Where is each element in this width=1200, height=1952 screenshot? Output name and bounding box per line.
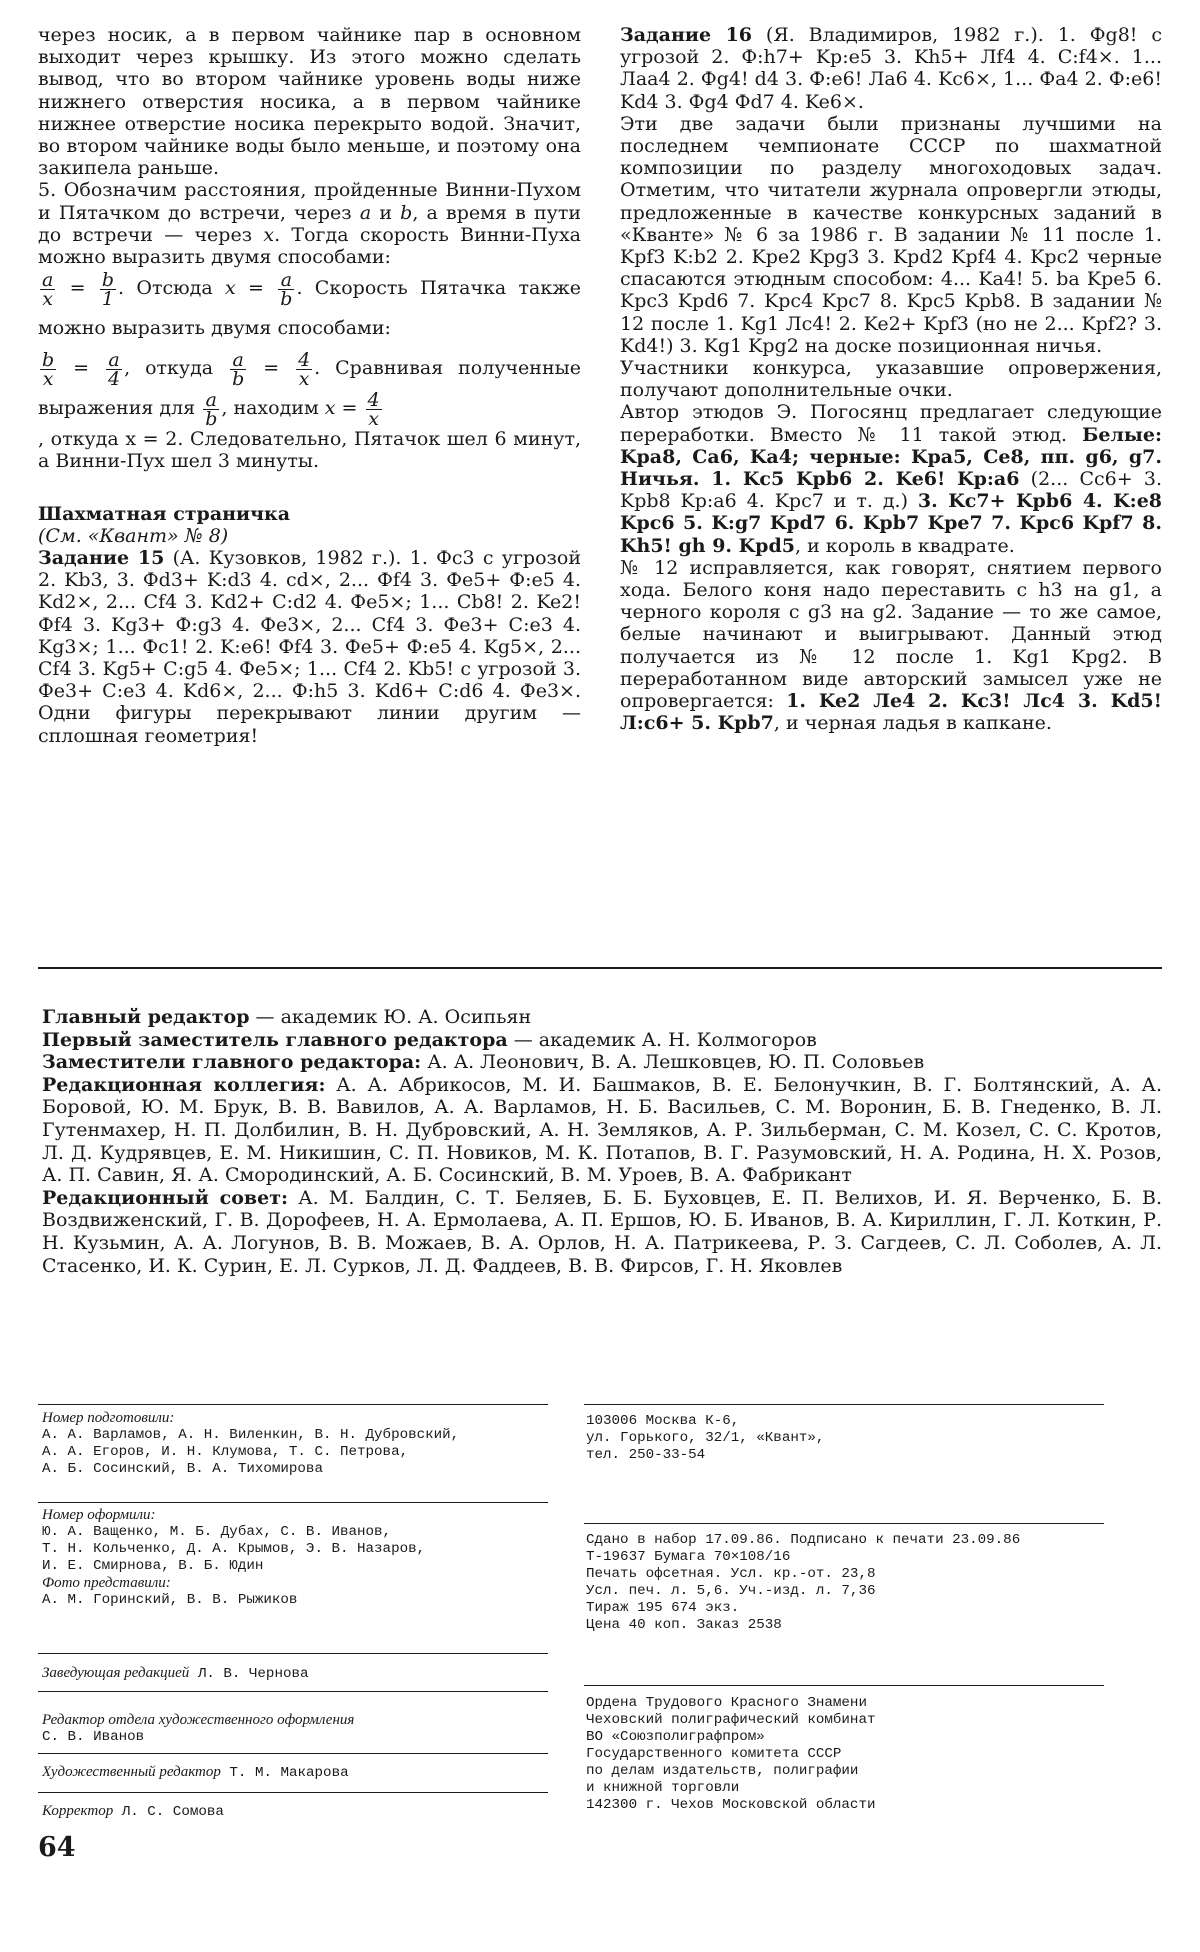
plant-line: и книжной торговли — [586, 1780, 740, 1796]
task-15-label: Задание 15 — [38, 547, 165, 570]
label: Редакционная коллегия: — [42, 1073, 326, 1096]
numerator: a — [278, 271, 294, 290]
x-equals: x = — [225, 277, 264, 300]
denominator: 4 — [108, 367, 121, 390]
label: Номер оформили: — [42, 1507, 156, 1523]
names-line: А. А. Егоров, И. Н. Клумова, Т. С. Петрова, — [42, 1444, 409, 1460]
numerator: b — [101, 268, 115, 291]
fraction-a-over-b — [230, 348, 246, 390]
names-line: А. Б. Сосинский, В. А. Тихомирова — [42, 1461, 323, 1477]
label: Фото представили: — [42, 1575, 171, 1591]
address-line: тел. 250-33-54 — [586, 1447, 706, 1463]
fraction-a-over-x — [40, 268, 55, 310]
bold-text: 1. Ke2 Ле4 2. Kc3! Лс4 3. Kd5! Л:c6+ 5. Kpb7 — [620, 690, 1162, 735]
task-15-text: (А. Кузовков, 1982 г.). 1. Фс3 с угрозой 2. Kb3, 3. Фd3+ K:d3 4. cd×, 2... Фf4 3. Фе5+ Ф:е5 4. Kd2×, 2... Cf4 3. Kd2+ C:d2 4. Фе5×; 1... Cb8! 2. Ke2! Фf4 3. Kg3+ Ф:g3 4. Фе3×, 2... Cf4 3. Фе3+ C:e3 4. Kg3×; 1... Фс1! 2. K:e6! Фf4 3. Фе5+ Ф:е5 4. Kg5×, 2... Cf4 3. Kg5+ C:g5 4. Фе5×; 1... Cf4 2. Kb5! с угрозой 3. Фе3+ C:e3 4. Kd6×, 2... Ф:h5 3. Kd6+ C:d6 4. Фе3×. Одни фигуры перекрывают линии другим — сплошная геометрия! — [38, 547, 581, 747]
plant-line: 142300 г. Чехов Московской области — [586, 1797, 876, 1813]
denominator: b — [205, 407, 218, 430]
equals-sign: = — [263, 357, 280, 380]
plant-line: Ордена Трудового Красного Знамени — [586, 1695, 867, 1711]
answer-5-text: . Тогда скорость Винни-Пуха можно выразить двумя способами: — [38, 223, 581, 269]
chess-paragraph — [620, 557, 1162, 735]
right-column — [620, 24, 1162, 735]
names-line: И. Е. Смирнова, В. Б. Юдин — [42, 1558, 264, 1574]
task-16-label: Задание 16 — [620, 24, 753, 46]
task-16-text: (Я. Владимиров, 1982 г.). 1. Фg8! с угрозой 2. Ф:h7+ Kp:e5 3. Kh5+ Лf4 4. C:f4×. 1... Лаа4 2. Фg4! d4 3. Ф:e6! Ла6 4. Kc6×, 1... Фа4 2. Ф:e6! Kd4 3. Фg4 Фd7 4. Ke6×. — [620, 24, 1162, 113]
label: Корректор — [42, 1803, 114, 1819]
task-15 — [38, 547, 581, 747]
name: С. В. Иванов — [42, 1729, 145, 1745]
value: А. А. Абрикосов, М. И. Башмаков, В. Е. Белонучкин, В. Г. Болтянский, А. А. Боровой, Ю. М. Брук, В. В. Вавилов, А. А. Варламов, Н. Б. Васильев, С. М. Воронин, Б. В. Гнеденко, В. Л. Гутенмахер, Н. П. Долбилин, В. Н. Дубровский, А. Н. Земляков, А. Р. Зильберман, С. М. Козел, С. С. Кротов, Л. Д. Кудрявцев, Е. М. Никишин, С. П. Новиков, М. К. Потапов, В. Г. Разумовский, Н. А. Родина, Н. Х. Розов, А. П. Савин, Я. А. Смородинский, А. Б. Сосинский, В. М. Уроев, В. А. Фабрикант — [42, 1073, 1162, 1187]
name: Л. В. Чернова — [189, 1666, 309, 1682]
print-line: Т-19637 Бумага 70×108/16 — [586, 1549, 791, 1565]
fraction-a-over-4 — [106, 348, 122, 390]
printing-plant — [586, 1695, 1106, 1814]
chess-section-reference: (См. «Квант» № 8) — [38, 524, 229, 547]
print-line: Усл. печ. л. 5,6. Уч.-изд. л. 7,36 — [586, 1583, 876, 1599]
deputy-editors — [42, 1051, 1162, 1074]
section-divider — [38, 967, 1162, 969]
plant-line: Чеховский полиграфический комбинат — [586, 1712, 876, 1728]
value: А. А. Леонович, В. А. Лешковцев, Ю. П. Соловьев — [421, 1051, 925, 1074]
value: — академик А. Н. Колмогоров — [507, 1028, 817, 1051]
task-16 — [620, 24, 1162, 113]
chess-paragraph: Участники конкурса, указавшие опровержения, получают дополнительные очки. — [620, 357, 1162, 402]
name: Л. С. Сомова — [113, 1804, 224, 1820]
answer-5-text: , а время в пути до встречи — через — [38, 201, 581, 246]
chess-section-title: Шахматная страничка — [38, 502, 291, 525]
label: Заместители главного редактора: — [42, 1051, 422, 1074]
denominator: b — [232, 367, 245, 390]
denominator: b — [280, 287, 293, 310]
editorial-council-members — [42, 1187, 1162, 1277]
fraction-a-over-b — [278, 268, 294, 310]
value: А. М. Балдин, С. Т. Беляев, Б. Б. Буховцев, Е. П. Велихов, И. Я. Верченко, Б. В. Воздвиженский, Г. В. Дорофеев, Н. А. Ермолаева, А. П. Ершов, Ю. Б. Иванов, В. А. Кириллин, Г. Л. Коткин, Р. Н. Кузьмин, А. А. Логунов, В. В. Можаев, В. А. Орлов, Н. А. Патрикеева, Р. З. Сагдеев, С. Л. Соболев, А. Л. Стасенко, И. К. Сурин, Е. Л. Сурков, Л. Д. Фаддеев, В. В. Фирсов, Г. Н. Яковлев — [42, 1186, 1162, 1277]
head-of-office — [42, 1665, 552, 1683]
numerator: a — [42, 268, 54, 291]
fraction-4-over-x — [366, 388, 382, 430]
print-line: Тираж 195 674 экз. — [586, 1600, 740, 1616]
equals-sign: = — [73, 357, 90, 380]
answer-4-continuation: через носик, а в первом чайнике пар в основном выходит через крышку. Из этого можно сделать вывод, что во втором чайнике уровень воды ниже нижнего отверстия носика, а в первом чайнике нижнее отверстие носика перекрыто водой. Значит, во втором чайнике воды было меньше, и поэтому она закипела раньше. — [38, 24, 581, 180]
chief-editor — [42, 1006, 1162, 1029]
answer-5-text: 5. Обозначим расстояния, пройденные Винни-Пухом и Пятачком до встречи, через — [38, 179, 581, 224]
label: Первый заместитель главного редактора — [42, 1028, 508, 1051]
numerator: a — [230, 351, 246, 370]
imprint-rule — [584, 1523, 1104, 1524]
answer-5-text: . Сравнивая полученные выражения для — [38, 357, 581, 420]
numerator: a — [106, 351, 122, 370]
print-line: Цена 40 коп. Заказ 2538 — [586, 1617, 782, 1633]
equals-sign: = — [69, 277, 86, 300]
denominator: x — [42, 367, 54, 390]
formula-line-2 — [38, 348, 581, 428]
address-line: 103006 Москва К-6, — [586, 1413, 740, 1429]
print-line: Печать офсетная. Усл. кр.-от. 23,8 — [586, 1566, 876, 1582]
name: Т. М. Макарова — [220, 1765, 349, 1781]
imprint-rule — [38, 1753, 548, 1754]
formula-line-1 — [38, 268, 581, 348]
editorial-board-members — [42, 1074, 1162, 1187]
corrector — [42, 1803, 552, 1821]
address-line: ул. Горького, 32/1, «Квант», — [586, 1430, 825, 1446]
names-line: А. М. Горинский, В. В. Рыжиков — [42, 1592, 298, 1608]
chess-paragraph: Эти две задачи были признаны лучшими на последнем чемпионате СССР по шахматной композиции по разделу многоходовых задач. Отметим, что читатели журнала опровергли этюды, предложенные в качестве конкурсных заданий в «Кванте» № 6 за 1986 г. В задании № 11 после 1. Kpf3 K:b2 2. Kpe2 Kpg3 3. Kpd2 Kpf4 4. Kpc2 черные спасаются этюдным способом: 4... Ka4! 5. ba Kpe5 6. Kpc3 Kpd6 7. Kpc4 Kpc7 8. Kpc5 Kpb8. В задании № 12 после 1. Kg1 Лс4! 2. Ke2+ Kpf3 (но не 2... Kpf2? 3. Kd4!) 3. Kg1 Kpg2 на доске позиционная ничья. — [620, 112, 1162, 357]
label: Номер подготовили: — [42, 1410, 175, 1426]
page-number: 64 — [38, 1832, 76, 1863]
left-column — [38, 24, 581, 747]
imprint-rule — [38, 1691, 548, 1692]
denominator: x — [298, 367, 310, 390]
label: Редактор отдела художественного оформления — [42, 1712, 355, 1728]
answer-5-text: , откуда — [124, 357, 229, 380]
print-details — [586, 1532, 1106, 1634]
designed-by — [42, 1507, 552, 1609]
denominator: 1 — [101, 287, 114, 310]
plant-line: по делам издательств, полиграфии — [586, 1763, 859, 1779]
answer-5 — [38, 179, 581, 268]
numerator: a — [203, 391, 219, 410]
art-editor — [42, 1764, 552, 1782]
plant-line: Государственного комитета СССР — [586, 1746, 842, 1762]
chess-paragraph — [620, 401, 1162, 556]
bold-text: 3. Kc7+ Kpb6 4. K:e8 Kpc6 5. K:g7 Kpd7 6. Kpb7 Kpe7 7. Kpc6 Kpf7 8. Kh5! gh 9. Kpd5 — [620, 490, 1162, 557]
names-line: Ю. А. Ващенко, М. Б. Дубах, С. В. Иванов, — [42, 1524, 392, 1540]
editorial-address — [586, 1413, 1106, 1464]
text: , и черная ладья в капкане. — [773, 712, 1052, 735]
print-line: Сдано в набор 17.09.86. Подписано к печати 23.09.86 — [586, 1532, 1021, 1548]
first-deputy-editor — [42, 1029, 1162, 1052]
text: , и король в квадрате. — [794, 534, 1015, 557]
fraction-a-over-b — [203, 388, 219, 430]
label: Редакционный совет: — [42, 1186, 288, 1209]
numerator: b — [42, 348, 55, 371]
text: № 12 исправляется, как говорят, снятием первого хода. Белого коня надо переставить с h3 на g1, а черного короля с g3 на g2. Задание — то же самое, белые начинают и выигрывают. Данный этюд получается из № 12 после 1. Kg1 Kpg2. В переработанном виде авторский замысел уже не опровергается: — [620, 556, 1162, 713]
answer-5-text: , находим — [221, 397, 325, 420]
label: Главный редактор — [42, 1006, 250, 1028]
answer-5-conclusion: , откуда x = 2. Следовательно, Пятачок шел 6 минут, а Винни-Пух шел 3 минуты. — [38, 428, 581, 473]
text: (2... Cc6+ 3. Kpb8 Kp:a6 4. Kpc7 и т. д.) — [620, 468, 1162, 513]
imprint-rule — [38, 1653, 548, 1654]
names-line: Т. Н. Кольченко, Д. А. Крымов, Э. В. Назаров, — [42, 1541, 426, 1557]
imprint-rule — [584, 1685, 1104, 1686]
label: Заведующая редакцией — [42, 1665, 190, 1681]
prepared-by — [42, 1410, 552, 1478]
var-x: x — [263, 223, 275, 246]
imprint-rule — [584, 1404, 1104, 1405]
bold-text: Белые: Kpa8, Ca6, Ka4; черные: Kpa5, Ce8, пп. g6, g7. Ничья. 1. Kc5 Kpb6 2. Ke6! Kp:a6 — [620, 423, 1162, 491]
fraction-b-over-1 — [100, 268, 116, 310]
var-b: b — [400, 201, 413, 224]
fraction-b-over-x — [40, 348, 56, 390]
numerator: 4 — [367, 388, 380, 411]
denominator: x — [42, 287, 54, 310]
imprint-rule — [38, 1404, 548, 1405]
names-line: А. А. Варламов, А. Н. Виленкин, В. Н. Дубровский, — [42, 1427, 460, 1443]
imprint-rule — [38, 1502, 548, 1503]
value: — академик Ю. А. Осипьян — [249, 1006, 532, 1028]
denominator: x — [368, 407, 379, 430]
x-equals: x = — [324, 397, 358, 420]
text: Автор этюдов Э. Погосянц предлагает следующие переработки. Вместо № 11 такой этюд. — [620, 401, 1162, 446]
editorial-board — [42, 1006, 1162, 1277]
numerator: 4 — [298, 348, 311, 371]
plant-line: ВО «Союзполиграфпром» — [586, 1729, 765, 1745]
imprint-rule — [38, 1792, 548, 1793]
answer-5-text: и — [371, 201, 401, 224]
answer-5-text: . Скорость Пятачка также можно выразить двумя способами: — [38, 277, 581, 340]
art-department-editor — [42, 1712, 552, 1746]
answer-5-text: . Отсюда — [118, 277, 226, 300]
var-a: a — [359, 201, 372, 224]
label: Художественный редактор — [42, 1764, 221, 1780]
fraction-4-over-x — [296, 348, 312, 390]
